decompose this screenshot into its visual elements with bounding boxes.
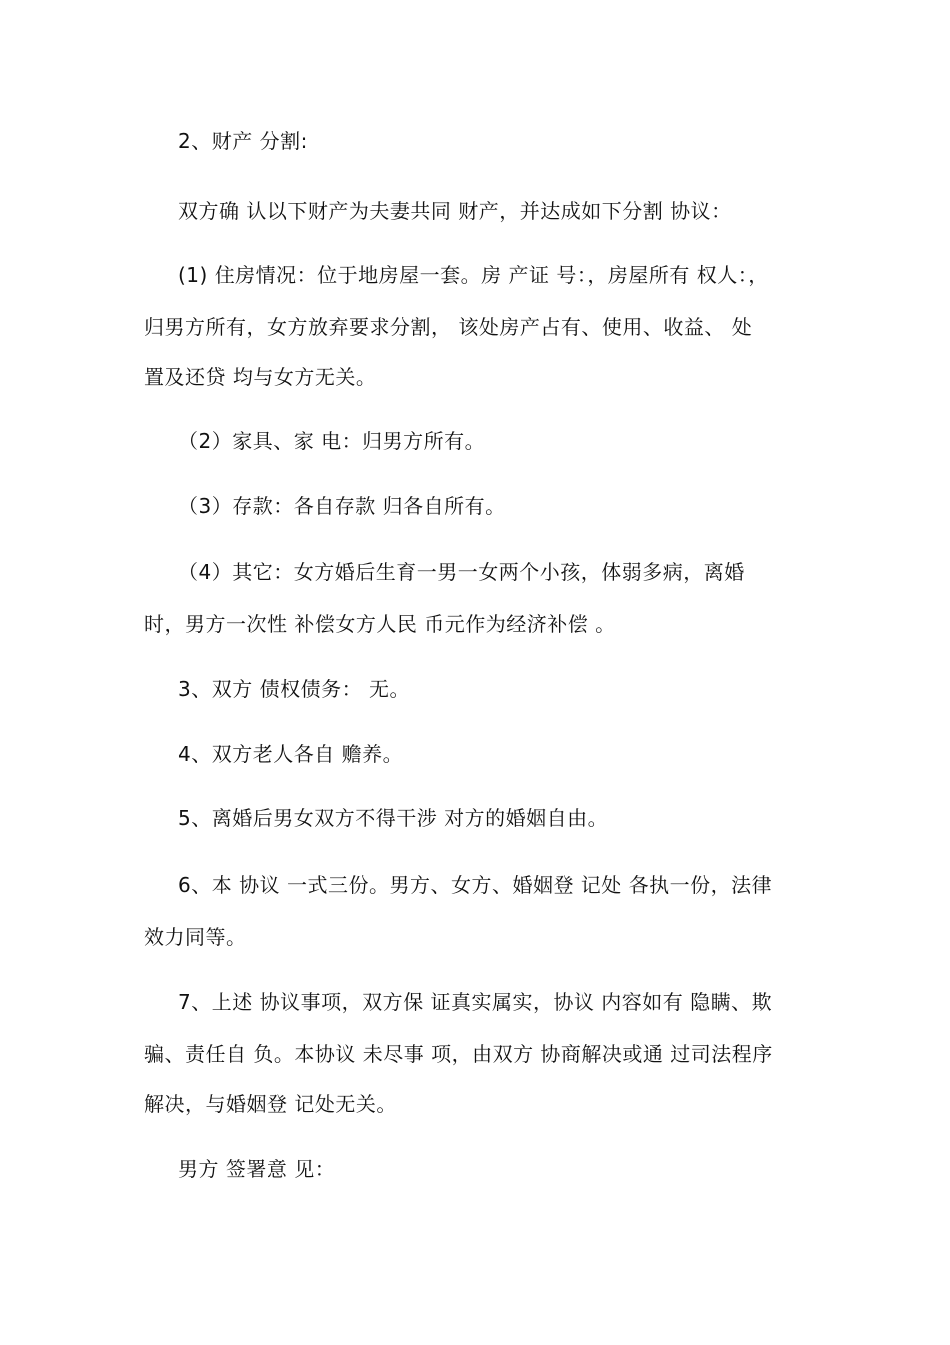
paragraph-line: 3、双方 债权债务： 无。 (178, 677, 410, 701)
section-2-heading: 2、财产 分割: (178, 129, 308, 153)
paragraph-line: 效力同等。 (144, 925, 247, 949)
signature-label: 男方 签署意 见： (178, 1157, 336, 1181)
paragraph-line: （3）存款：各自存款 归各自所有。 (178, 494, 506, 518)
paragraph-line: 4、双方老人各自 赡养。 (178, 742, 404, 766)
paragraph-line: 骗、责任自 负。本协议 未尽事 项，由双方 协商解决或通 过司法程序 (144, 1042, 773, 1066)
paragraph-line: 7、上述 协议事项，双方保 证真实属实，协议 内容如有 隐瞒、欺 (178, 990, 773, 1014)
paragraph-line: 6、本 协议 一式三份。男方、女方、婚姻登 记处 各执一份，法律 (178, 873, 773, 897)
paragraph-line: 解决，与婚姻登 记处无关。 (144, 1092, 397, 1116)
paragraph-line: 5、离婚后男女双方不得干涉 对方的婚姻自由。 (178, 806, 609, 830)
paragraph-line: （4）其它：女方婚后生育一男一女两个小孩，体弱多病，离婚 (178, 560, 745, 584)
paragraph-line: 时，男方一次性 补偿女方人民 币元作为经济补偿 。 (144, 612, 616, 636)
paragraph-line: 归男方所有，女方放弃要求分割， 该处房产占有、使用、收益、 处 (144, 315, 753, 339)
paragraph-line: 双方确 认以下财产为夫妻共同 财产，并达成如下分割 协议： (178, 199, 732, 223)
paragraph-line: （2）家具、家 电：归男方所有。 (178, 429, 486, 453)
paragraph-line: 置及还贷 均与女方无关。 (144, 365, 377, 389)
paragraph-line: (1) 住房情况：位于地房屋一套。房 产证 号：，房屋所有 权人：， (178, 263, 769, 287)
